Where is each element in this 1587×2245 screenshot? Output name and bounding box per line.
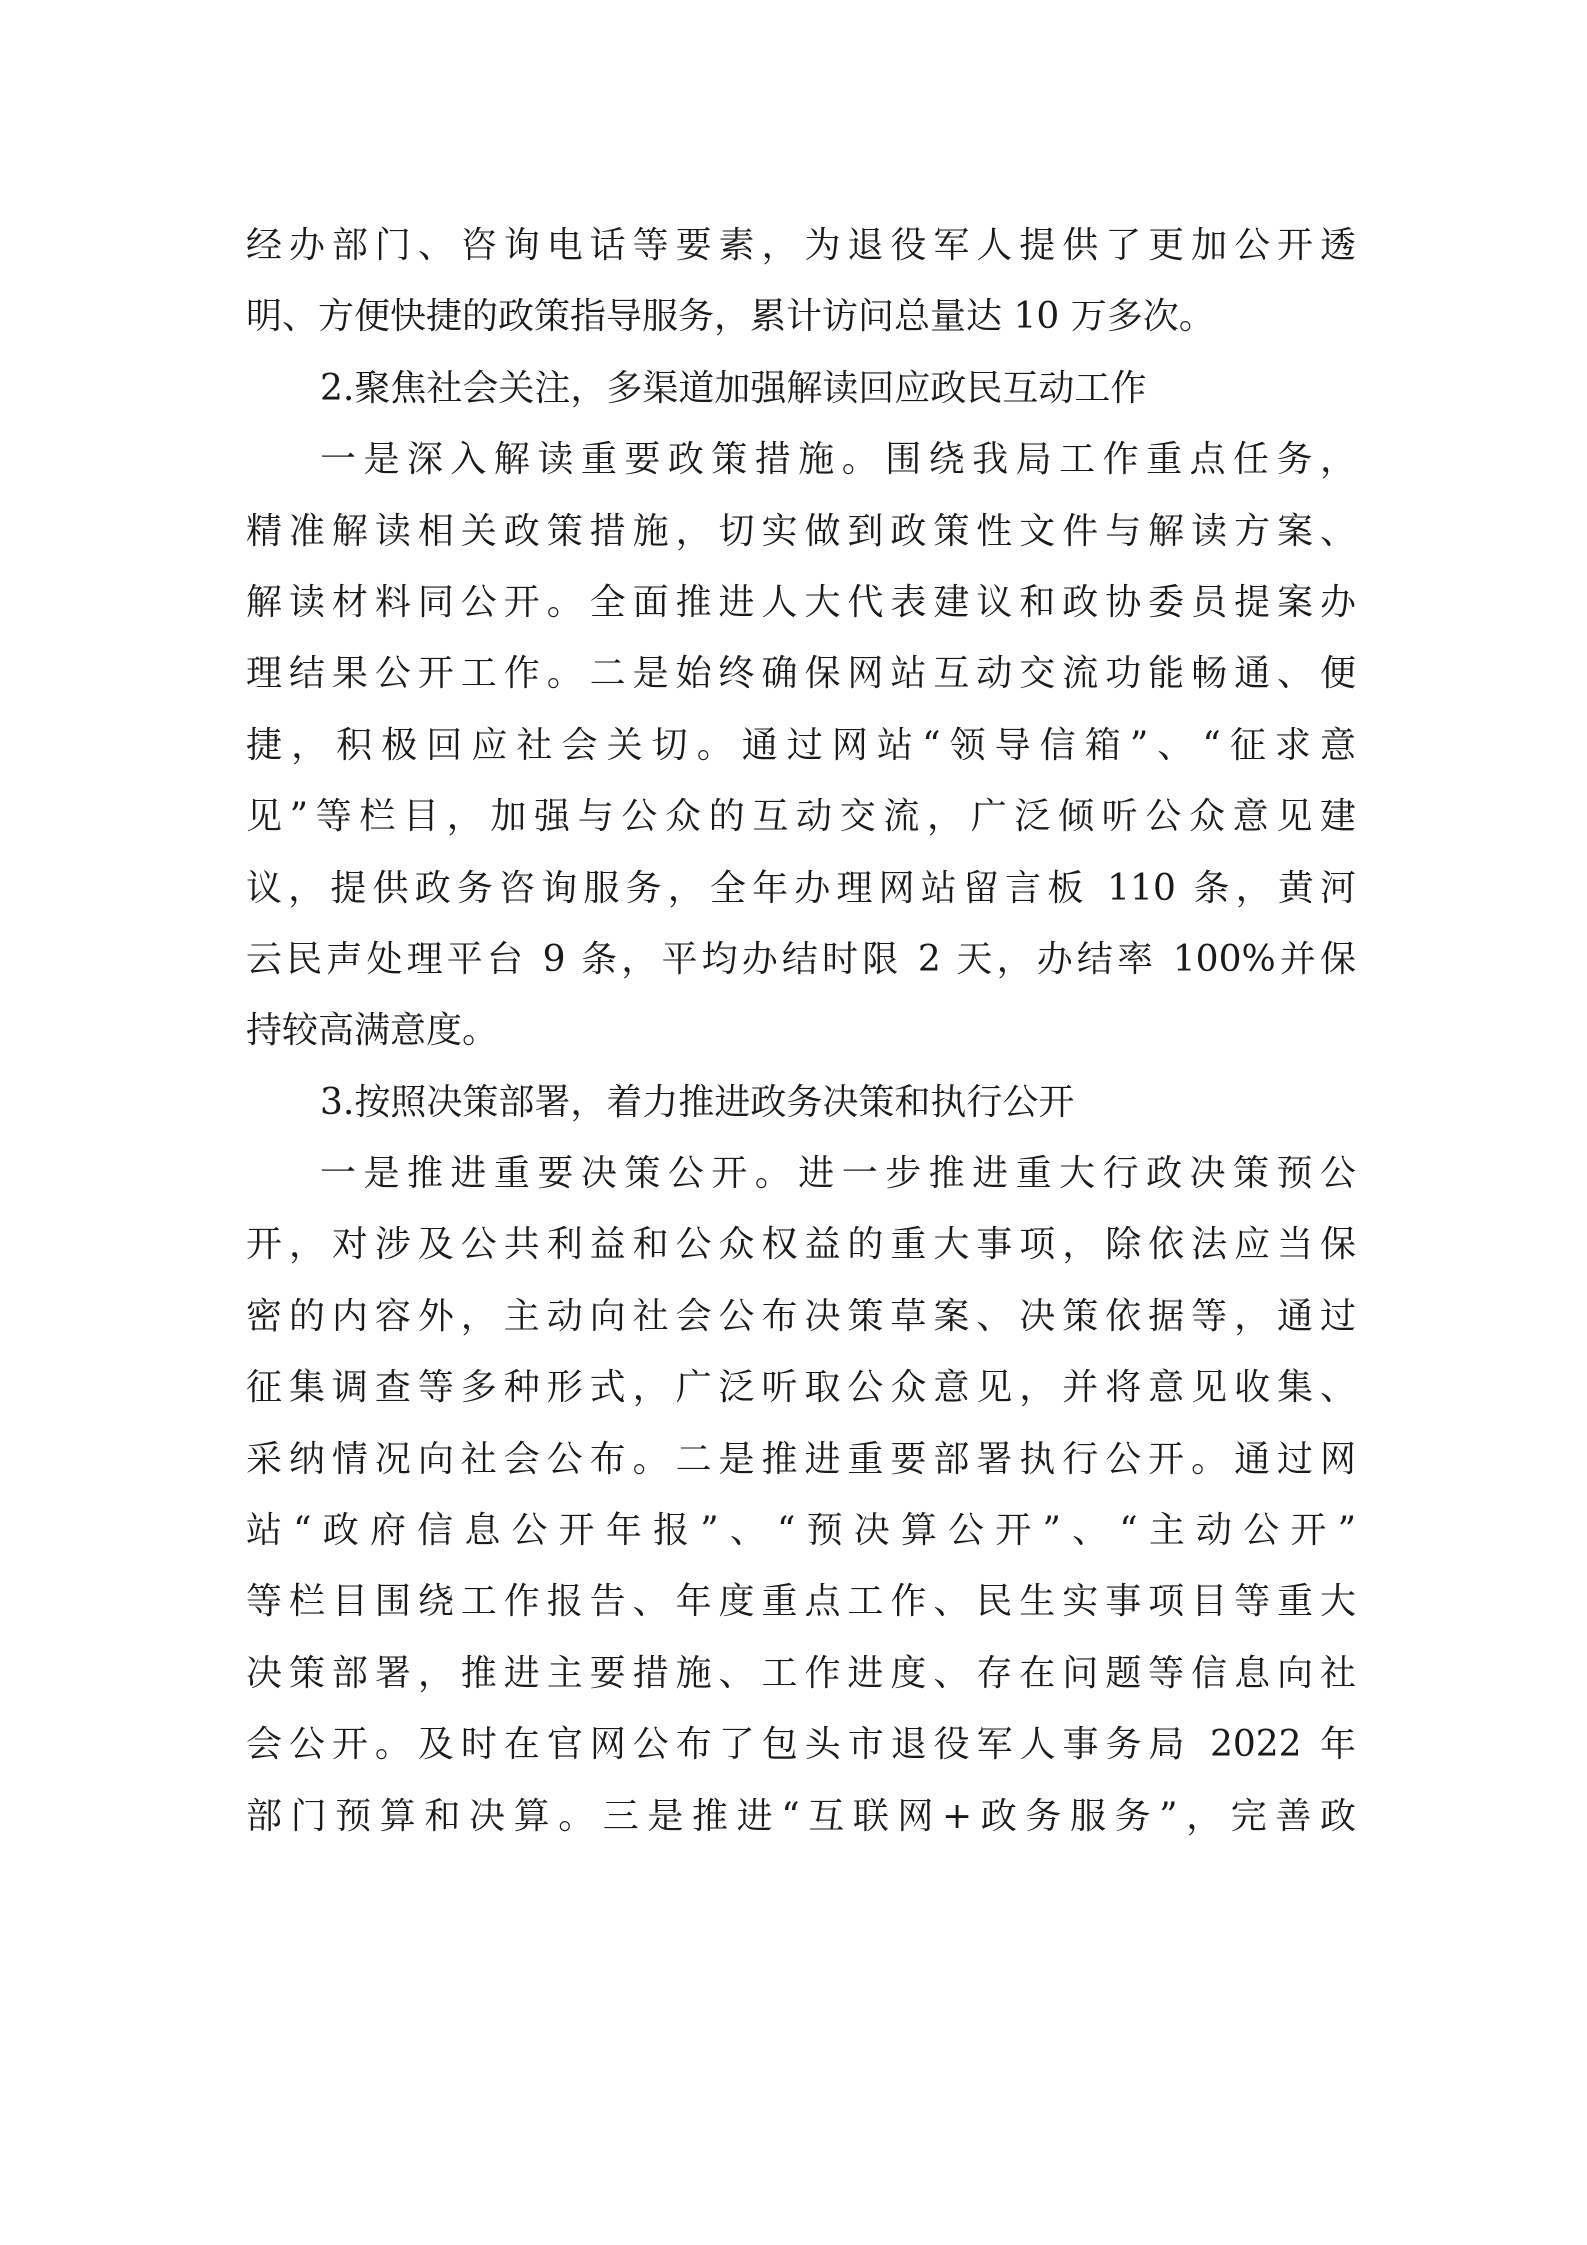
text-line-20: 等栏目围绕工作报告、年度重点工作、民生实事项目等重大 [246, 1581, 1356, 1623]
text-line-19: 站“政府信息公开年报”、“预决算公开”、“主动公开” [246, 1510, 1356, 1552]
text-line-1: 经办部门、咨询电话等要素，为退役军人提供了更加公开透 [246, 225, 1356, 266]
text-line-16: 密的内容外，主动向社会公布决策草案、决策依据等，通过 [246, 1295, 1356, 1337]
text-line-15: 开，对涉及公共利益和公众权益的重大事项，除依法应当保 [246, 1224, 1356, 1266]
text-line-5: 精准解读相关政策措施，切实做到政策性文件与解读方案、 [246, 510, 1356, 552]
text-line-4: 一是深入解读重要政策措施。围绕我局工作重点任务， [320, 439, 1356, 481]
text-line-17: 征集调查等多种形式，广泛听取公众意见，并将意见收集、 [246, 1367, 1356, 1409]
text-line-14: 一是推进重要决策公开。进一步推进重大行政决策预公 [320, 1153, 1356, 1195]
text-line-22: 会公开。及时在官网公布了包头市退役军人事务局 2022 年 [246, 1724, 1356, 1766]
section-heading-2: 2.聚焦社会关注，多渠道加强解读回应政民互动工作 [320, 367, 1147, 409]
text-line-18: 采纳情况向社会公布。二是推进重要部署执行公开。通过网 [246, 1438, 1356, 1480]
document-body [246, 210, 1356, 1852]
text-line-12: 持较高满意度。 [246, 1010, 499, 1052]
text-line-21: 决策部署，推进主要措施、工作进度、存在问题等信息向社 [246, 1652, 1356, 1694]
section-heading-3: 3.按照决策部署，着力推进政务决策和执行公开 [320, 1081, 1075, 1123]
text-line-6: 解读材料同公开。全面推进人大代表建议和政协委员提案办 [246, 581, 1356, 623]
text-line-10: 议，提供政务咨询服务，全年办理网站留言板 110 条，黄河 [246, 867, 1356, 909]
text-line-7: 理结果公开工作。二是始终确保网站互动交流功能畅通、便 [246, 653, 1356, 695]
text-line-9: 见”等栏目，加强与公众的互动交流，广泛倾听公众意见建 [246, 796, 1356, 838]
text-line-8: 捷，积极回应社会关切。通过网站“领导信箱”、“征求意 [246, 724, 1356, 766]
text-line-11: 云民声处理平台 9 条，平均办结时限 2 天，办结率 100%并保 [246, 938, 1356, 980]
text-line-2: 明、方便快捷的政策指导服务，累计访问总量达 10 万多次。 [246, 296, 1215, 338]
text-line-23: 部门预算和决算。三是推进“互联网+政务服务”，完善政 [246, 1795, 1356, 1837]
